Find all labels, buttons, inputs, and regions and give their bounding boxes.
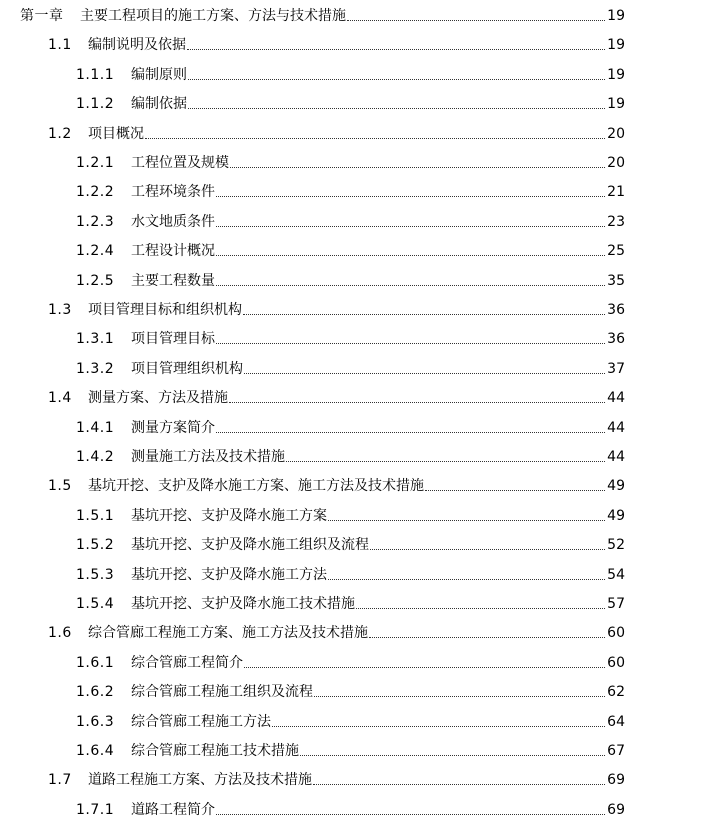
toc-entry-title: 道路工程施工方案、方法及技术措施 [88, 772, 312, 789]
toc-entry[interactable] [48, 386, 625, 406]
toc-entry-page-number: 67 [607, 743, 625, 759]
toc-entry[interactable] [48, 298, 625, 318]
toc-entry[interactable] [76, 210, 625, 230]
toc-entry-title: 测量方案简介 [131, 419, 215, 436]
dot-leader [314, 696, 605, 697]
toc-entry[interactable] [48, 474, 625, 494]
dot-leader [230, 167, 605, 168]
toc-entry[interactable] [76, 680, 625, 700]
toc-entry-page-number: 44 [607, 390, 625, 407]
toc-entry-number: 1.1 [48, 37, 72, 54]
toc-entry[interactable] [76, 563, 625, 583]
toc-entry-title: 主要工程项目的施工方案、方法与技术措施 [80, 8, 346, 24]
toc-entry-title: 编制依据 [131, 96, 187, 113]
dot-leader [300, 755, 605, 756]
dot-leader [216, 226, 605, 227]
toc-entry-number: 1.7 [48, 772, 72, 789]
toc-entry[interactable] [76, 445, 625, 465]
dot-leader [243, 314, 605, 315]
toc-entry[interactable] [48, 768, 625, 788]
toc-entry-number: 1.3 [48, 302, 72, 318]
toc-entry-number: 1.6.1 [76, 654, 115, 671]
toc-entry-number: 第一章 [20, 8, 64, 24]
toc-entry-number: 1.2.1 [76, 155, 115, 171]
toc-entry[interactable] [76, 92, 625, 112]
toc-entry-title: 综合管廊工程简介 [131, 654, 243, 671]
toc-entry-title: 项目概况 [88, 125, 144, 142]
toc-entry[interactable] [76, 504, 625, 524]
toc-entry-number: 1.2.4 [76, 243, 115, 260]
toc-entry-page-number: 57 [607, 596, 625, 612]
toc-entry-page-number: 64 [607, 713, 625, 730]
toc-entry-page-number: 19 [607, 96, 625, 113]
toc-entry[interactable] [48, 621, 625, 641]
toc-entry-number: 1.6.3 [76, 713, 115, 730]
toc-entry-page-number: 19 [607, 66, 625, 83]
toc-entry-title: 道路工程简介 [131, 801, 215, 818]
toc-entry-page-number: 62 [607, 684, 625, 701]
toc-entry-title: 编制原则 [131, 66, 187, 83]
toc-entry-page-number: 60 [607, 625, 625, 642]
toc-entry[interactable] [76, 151, 625, 171]
toc-entry-number: 1.3.1 [76, 331, 115, 348]
toc-entry-page-number: 19 [607, 37, 625, 54]
toc-entry-page-number: 54 [607, 566, 625, 583]
toc-entry-title: 综合管廊工程施工组织及流程 [131, 684, 313, 701]
dot-leader [425, 490, 605, 491]
dot-leader [216, 343, 605, 344]
toc-entry-page-number: 20 [607, 125, 625, 142]
toc-entry-page-number: 19 [607, 8, 625, 24]
toc-entry-title: 基坑开挖、支护及降水施工方法 [131, 566, 327, 583]
toc-entry-title: 综合管廊工程施工方法 [131, 713, 271, 730]
toc-entry-number: 1.2.2 [76, 184, 115, 201]
toc-entry-number: 1.5.2 [76, 537, 115, 554]
toc-entry-page-number: 49 [607, 507, 625, 524]
toc-entry-title: 水文地质条件 [131, 213, 215, 230]
dot-leader [328, 520, 605, 521]
dot-leader [229, 402, 605, 403]
dot-leader [328, 579, 605, 580]
dot-leader [313, 784, 605, 785]
toc-entry-number: 1.2.5 [76, 272, 115, 289]
toc-entry-title: 基坑开挖、支护及降水施工技术措施 [131, 596, 355, 612]
dot-leader [216, 196, 605, 197]
toc-entry[interactable] [76, 357, 625, 377]
dot-leader [145, 138, 605, 139]
toc-entry-page-number: 20 [607, 155, 625, 171]
toc-entry-title: 综合管廊工程施工方案、施工方法及技术措施 [88, 625, 368, 642]
dot-leader [369, 637, 605, 638]
toc-entry-page-number: 36 [607, 302, 625, 318]
toc-entry[interactable] [76, 651, 625, 671]
toc-entry-page-number: 44 [607, 419, 625, 436]
toc-entry-number: 1.6 [48, 625, 72, 642]
toc-entry-number: 1.1.1 [76, 66, 115, 83]
toc-entry[interactable] [76, 710, 625, 730]
dot-leader [272, 726, 605, 727]
toc-entry-number: 1.2.3 [76, 213, 115, 230]
toc-entry[interactable] [76, 533, 625, 553]
toc-entry[interactable] [76, 63, 625, 83]
toc-entry-number: 1.6.2 [76, 684, 115, 701]
dot-leader [244, 667, 605, 668]
toc-entry-page-number: 69 [607, 801, 625, 818]
toc-entry-page-number: 69 [607, 772, 625, 789]
toc-entry-title: 项目管理目标 [131, 331, 215, 348]
toc-entry-title: 项目管理组织机构 [131, 360, 243, 377]
toc-entry-title: 工程环境条件 [131, 184, 215, 201]
toc-entry[interactable] [48, 33, 625, 53]
toc-entry-number: 1.5 [48, 478, 72, 495]
dot-leader [188, 79, 605, 80]
toc-entry-number: 1.5.3 [76, 566, 115, 583]
toc-entry-title: 基坑开挖、支护及降水施工方案 [131, 507, 327, 524]
toc-entry[interactable] [76, 739, 625, 759]
toc-entry-title: 编制说明及依据 [88, 37, 186, 54]
dot-leader [347, 20, 605, 21]
toc-entry-page-number: 44 [607, 449, 625, 465]
toc-entry-page-number: 35 [607, 272, 625, 289]
toc-entry-page-number: 52 [607, 537, 625, 554]
toc-entry-title: 测量方案、方法及措施 [88, 390, 228, 407]
toc-entry-number: 1.7.1 [76, 801, 115, 818]
toc-entry-page-number: 21 [607, 184, 625, 201]
toc-entry-page-number: 36 [607, 331, 625, 348]
toc-entry[interactable] [48, 122, 625, 142]
toc-entry-number: 1.2 [48, 125, 72, 142]
toc-entry-page-number: 60 [607, 654, 625, 671]
toc-entry[interactable] [76, 327, 625, 347]
toc-entry-page-number: 37 [607, 360, 625, 377]
toc-entry-number: 1.4.2 [76, 449, 115, 465]
toc-entry-page-number: 49 [607, 478, 625, 495]
dot-leader [188, 108, 605, 109]
dot-leader [216, 255, 605, 256]
toc-entry[interactable] [76, 798, 625, 818]
toc-entry-title: 工程位置及规模 [131, 155, 229, 171]
toc-entry-title: 综合管廊工程施工技术措施 [131, 743, 299, 759]
dot-leader [216, 285, 605, 286]
toc-entry-number: 1.1.2 [76, 96, 115, 113]
toc-entry-title: 工程设计概况 [131, 243, 215, 260]
toc-entry-title: 主要工程数量 [131, 272, 215, 289]
toc-entry-number: 1.6.4 [76, 743, 115, 759]
toc-entry-title: 基坑开挖、支护及降水施工方案、施工方法及技术措施 [88, 478, 424, 495]
dot-leader [356, 608, 605, 609]
dot-leader [286, 461, 605, 462]
toc-entry[interactable] [76, 416, 625, 436]
dot-leader [244, 373, 605, 374]
toc-entry[interactable] [76, 592, 625, 612]
dot-leader [216, 814, 605, 815]
toc-entry-number: 1.3.2 [76, 360, 115, 377]
dot-leader [216, 432, 605, 433]
toc-entry[interactable] [76, 239, 625, 259]
toc-entry-number: 1.4 [48, 390, 72, 407]
toc-entry-number: 1.5.1 [76, 507, 115, 524]
toc-entry-title: 测量施工方法及技术措施 [131, 449, 285, 465]
toc-entry[interactable] [76, 180, 625, 200]
dot-leader [370, 549, 605, 550]
toc-entry-number: 1.5.4 [76, 596, 115, 612]
dot-leader [187, 49, 605, 50]
toc-entry-page-number: 25 [607, 243, 625, 260]
toc-entry-page-number: 23 [607, 213, 625, 230]
toc-entry-title: 项目管理目标和组织机构 [88, 302, 242, 318]
toc-entry-title: 基坑开挖、支护及降水施工组织及流程 [131, 537, 369, 554]
toc-entry[interactable] [20, 4, 625, 24]
toc-entry[interactable] [76, 269, 625, 289]
toc-entry-number: 1.4.1 [76, 419, 115, 436]
